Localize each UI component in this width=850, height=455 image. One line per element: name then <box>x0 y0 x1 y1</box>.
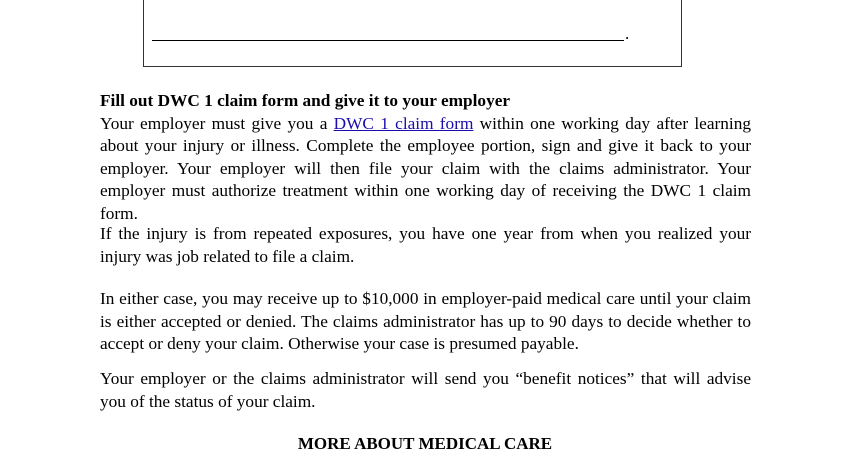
fill-in-period: . <box>625 24 630 43</box>
form-text-box <box>143 0 682 67</box>
repeated-exposures-paragraph: If the injury is from repeated exposures, you have one year from when you realized your injury was job related to file a claim. <box>100 224 751 266</box>
either-case-paragraph: In either case, you may receive up to $10,000 in employer-paid medical care until your claim is either accepted or denied. The claims administrator has up to 90 days to decide whether to accept or deny your claim. Otherwise your case is presumed payable. <box>100 289 751 353</box>
dwc1-section <box>100 90 751 225</box>
dwc1-text-before-link: Your employer must give you a <box>100 113 334 133</box>
benefit-notices-paragraph: Your employer or the claims administrator will send you “benefit notices” that will advise you of the status of your claim. <box>100 369 751 411</box>
section-heading: Fill out DWC 1 claim form and give it to your employer <box>100 91 511 110</box>
dwc1-text-after-link: within one working day after learning about your injury or illness. Complete the employee portion, sign and give it back to your employer. Your employer will then file your claim with the claims administrator. Your employer must authorize treatment within one working day of receiving the DWC 1 claim form. <box>100 113 751 223</box>
dwc1-claim-form-link[interactable]: DWC 1 claim form <box>333 113 474 133</box>
fill-in-blank-line[interactable] <box>152 28 624 41</box>
more-about-medical-care-heading: MORE ABOUT MEDICAL CARE <box>297 434 553 453</box>
dwc1-paragraph <box>100 113 751 226</box>
fill-in-line-row <box>152 24 630 43</box>
